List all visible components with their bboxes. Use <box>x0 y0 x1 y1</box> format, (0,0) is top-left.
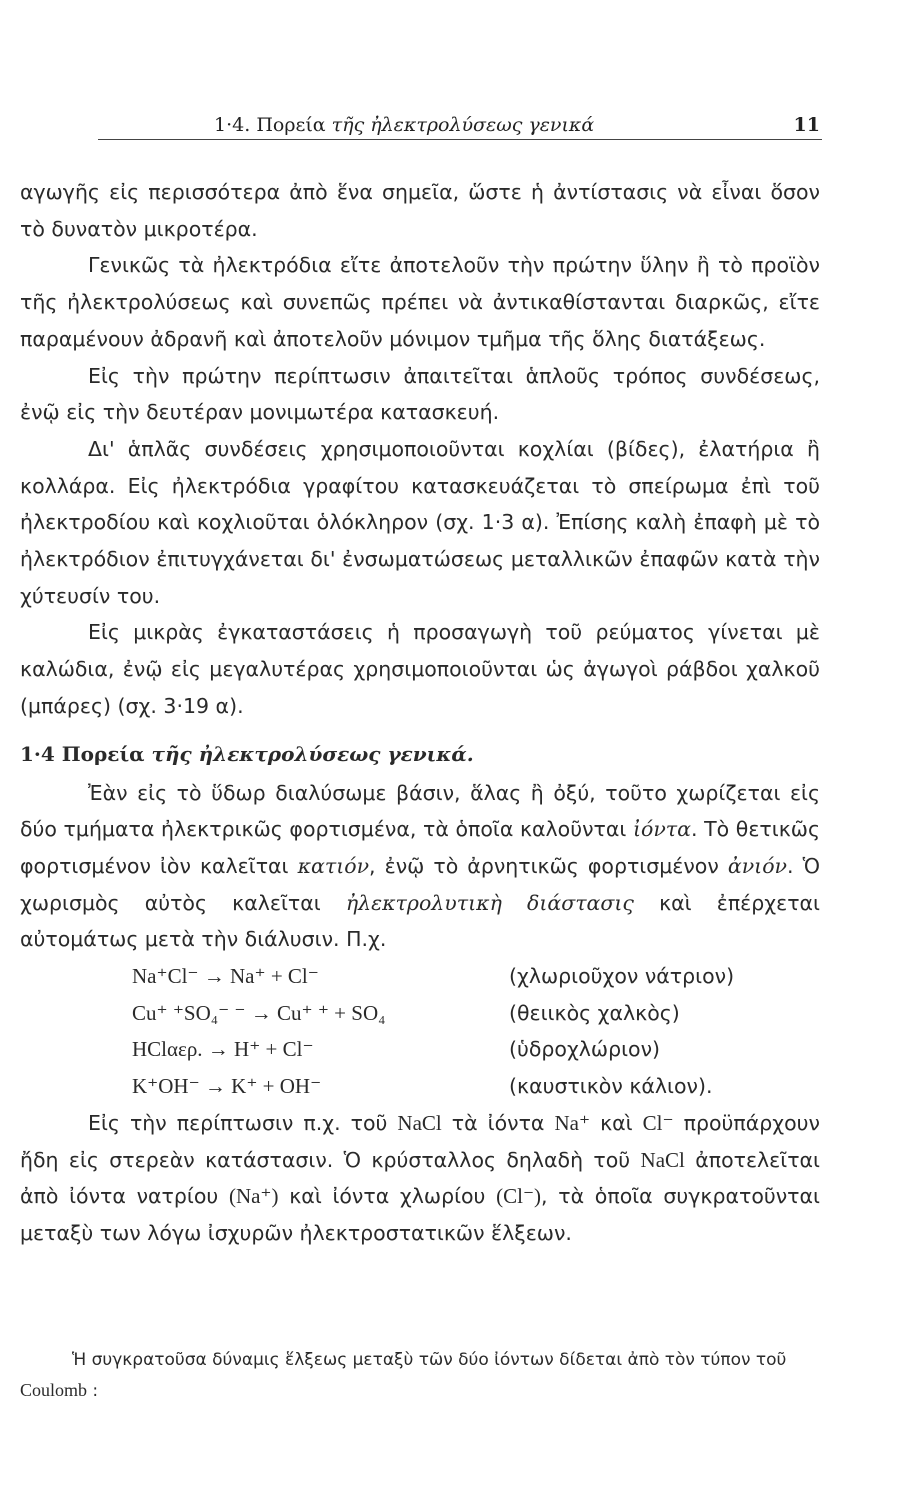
text-span: Ἐὰν εἰς τὸ ὕδωρ διαλύσωμε βάσιν, ἅλας ἢ ὀξύ, τοῦτο χωρίζεται εἰς δύο τμήματα ἠλεκτρικῶς φορτισμένα, τὰ ὁποῖα καλοῦνται <box>20 780 820 842</box>
text-span: , ἐνῷ τὸ ἀρνητικῶς φορτισμένον <box>369 853 719 878</box>
formula-cl-ion: (Cl⁻) <box>496 1184 542 1209</box>
term-anion: ἀνιόν <box>727 853 788 878</box>
footnote-text <box>20 1345 820 1406</box>
equation-compound-name: (καυστικὸν κάλιον). <box>509 1074 713 1099</box>
paragraph-current-supply: Εἰς μικρὰς ἐγκαταστάσεις ἡ προσαγωγὴ τοῦ ρεύματος γίνεται μὲ καλώδια, ἐνῷ εἰς μεγαλυτέρας χρησιμοποιοῦνται ὡς ἀγωγοὶ ράβδοι χαλκοῦ (μπάρες) (σχ. 3·19 α). <box>20 620 820 718</box>
footnote-name: Coulomb <box>20 1380 88 1400</box>
section-number: 1·4 <box>20 741 55 766</box>
paragraph-ions <box>20 775 820 959</box>
equation-formula: HClαερ. → H⁺ + Cl⁻ <box>132 1037 314 1062</box>
paragraph-connection: Εἰς τὴν πρώτην περίπτωσιν ἀπαιτεῖται ἁπλοῦς τρόπος συνδέσεως, ἐνῷ εἰς τὴν δευτέραν μονιμωτέρα κατασκευή. <box>20 363 820 425</box>
equation-compound-name: (θειικὸς χαλκὸς) <box>509 1000 680 1025</box>
equation-compound-name: (χλωριοῦχον νάτριον) <box>509 964 735 989</box>
text-span: . Ὁ χωρισμὸς αὐτὸς καλεῖται <box>20 853 820 915</box>
paragraph-simple-connections: Δι' ἁπλᾶς συνδέσεις χρησιμοποιοῦνται κοχλίαι (βίδες), ἐλατήρια ἢ κολλάρα. Εἰς ἠλεκτρόδια γραφίτου κατασκευάζεται τὸ σπείρωμα ἐπὶ τοῦ ἠλεκτροδίου καὶ κοχλιοῦται ὁλόκληρον (σχ. 1·3 α). Ἐπίσης καλὴ ἐπαφὴ μὲ τὸ ἠλεκτρόδιον ἐπιτυγχάνεται δι' ἐνσωματώσεως μεταλλικῶν ἐπαφῶν κατὰ τὴν χύτευσίν του. <box>20 436 820 608</box>
formula-nacl: NaCl <box>640 1147 685 1172</box>
formula-nacl: NaCl <box>397 1110 442 1135</box>
term-ions: ἰόντα <box>632 817 691 842</box>
section-title-italic: τῆς ἠλεκτρολύσεως γενικά. <box>151 741 474 766</box>
equation-row <box>20 1068 820 1105</box>
header-section-number: 1·4. <box>214 114 251 136</box>
header-rule <box>98 139 822 140</box>
text-span: τὰ ἰόντα <box>451 1110 545 1135</box>
text-span: , τὰ ὁποῖα συγκρατοῦνται μεταξὺ των λόγω ἰσχυρῶν ἠλεκτροστατικῶν ἕλξεων. <box>20 1184 820 1245</box>
formula-na-ion: (Na⁺) <box>228 1184 279 1209</box>
text-span: Εἰς τὴν περίπτωσιν π.χ. τοῦ <box>88 1110 388 1135</box>
formula-na-ion: Na⁺ <box>554 1110 591 1135</box>
main-text <box>20 174 820 1252</box>
text-span: : <box>92 1381 99 1401</box>
equation-list <box>20 958 820 1105</box>
paragraph-electrodes: Γενικῶς τὰ ἠλεκτρόδια εἴτε ἀποτελοῦν τὴν πρώτην ὕλην ἢ τὸ προϊὸν τῆς ἠλεκτρολύσεως καὶ συνεπῶς πρέπει νὰ ἀντικαθίστανται διαρκῶς, εἴτε παραμένουν ἀδρανῆ καὶ ἀποτελοῦν μόνιμον τμῆμα τῆς ὅλης διατάξεως. <box>20 253 820 351</box>
section-title-plain: Πορεία <box>61 741 145 766</box>
equation-row <box>20 995 820 1032</box>
section-heading <box>20 735 820 773</box>
text-span: καὶ ἐπέρχεται αὐτομάτως μετὰ τὴν διάλυσιν. Π.χ. <box>20 890 820 952</box>
text-span: καὶ ἰόντα χλωρίου <box>289 1184 486 1209</box>
equation-formula: K⁺OH⁻ → K⁺ + OH⁻ <box>132 1074 322 1099</box>
term-cation: κατιόν <box>297 853 370 878</box>
equation-compound-name: (ὑδροχλώριον) <box>509 1037 661 1062</box>
text-span: προϋπάρχουν ἤδη εἰς στερεὰν κατάστασιν. Ὁ κρύσταλλος δηλαδὴ τοῦ <box>20 1110 820 1172</box>
text-span: Ἡ συγκρατοῦσα δύναμις ἕλξεως μεταξὺ τῶν δύο ἰόντων δίδεται ἀπὸ τὸν τύπον τοῦ <box>72 1350 787 1370</box>
formula-cl-ion: Cl⁻ <box>642 1110 674 1135</box>
text-span: ἀποτελεῖται ἀπὸ ἰόντα νατρίου <box>20 1147 820 1209</box>
header-title-plain: Πορεία <box>256 114 326 136</box>
footnote <box>20 1345 820 1406</box>
equation-row <box>20 1031 820 1068</box>
header-title-italic: τῆς ἠλεκτρολύσεως γενικά <box>331 114 595 136</box>
equation-formula: Na⁺Cl⁻ → Na⁺ + Cl⁻ <box>132 964 319 989</box>
equation-row <box>20 958 820 995</box>
header-title <box>214 114 594 136</box>
text-span: καὶ <box>600 1110 633 1135</box>
term-dissociation: ἠλεκτρολυτικὴ διάστασις <box>345 890 634 915</box>
text-span: . Τὸ θετικῶς φορτισμένον ἰὸν καλεῖται <box>20 817 820 878</box>
equation-formula: Cu⁺ ⁺SO₄⁻ ⁻ → Cu⁺ ⁺ + SO₄ <box>132 1000 386 1025</box>
paragraph-nacl-crystal <box>20 1105 820 1252</box>
paragraph-continuation: αγωγῆς εἰς περισσότερα ἀπὸ ἕνα σημεῖα, ὥστε ἡ ἀντίστασις νὰ εἶναι ὅσον τὸ δυνατὸν μικροτέρα. <box>20 180 820 241</box>
page-number: 11 <box>793 114 820 136</box>
